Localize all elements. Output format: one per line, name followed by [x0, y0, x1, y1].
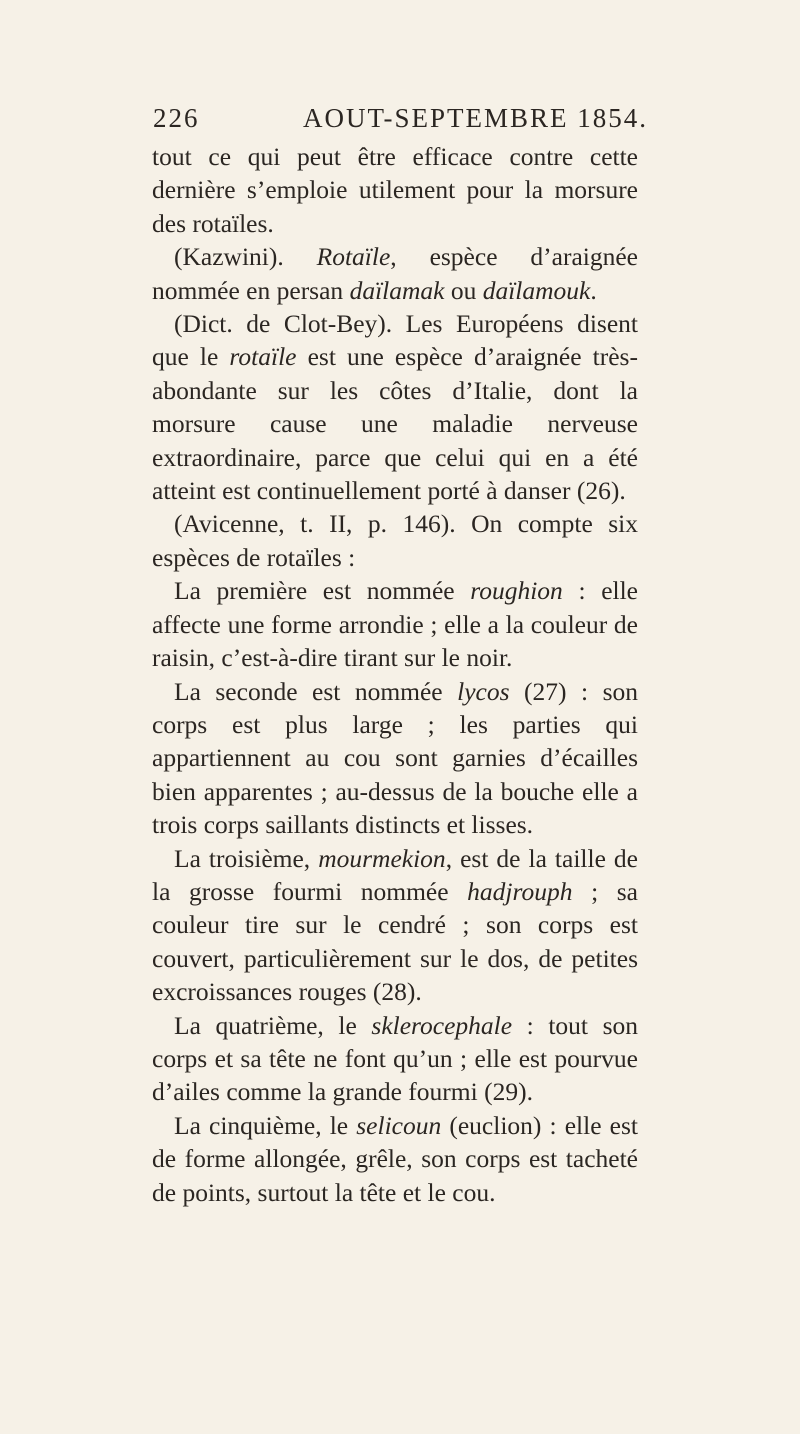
paragraph [152, 140, 638, 240]
body-text [152, 140, 638, 1209]
text-run: : tout son corps et sa tête ne font qu’un ; elle est pourvue d’ailes comme la grande fourmi (29). [152, 1010, 638, 1107]
text-run: . [590, 275, 597, 305]
text-run: La quatrième, le [174, 1010, 372, 1040]
paragraph [152, 675, 638, 842]
paragraph [152, 1109, 638, 1209]
italic-term: daïlamouk [482, 275, 591, 305]
text-run: (Kazwini). [174, 242, 317, 272]
paragraph [152, 240, 638, 307]
running-title: AOUT-SEPTEMBRE 1854. [303, 103, 649, 133]
page-number: 226 [153, 103, 200, 133]
text-run: (27) : son corps est plus large ; les parties qui appartiennent au cou sont garnies d’écailles bien apparentes ; au-dessus de la bouche elle a trois corps saillants distincts et lisses. [152, 676, 638, 840]
text-run: (Avicenne, t. II, p. 146). On compte six espèces de rotaïles : [152, 509, 638, 572]
paragraph [152, 307, 638, 507]
text-run: ou [444, 275, 483, 305]
paragraph [152, 507, 638, 574]
italic-term: mourmekion [318, 843, 446, 873]
text-run: , est de la taille de la grosse fourmi nommée [152, 843, 638, 906]
text-run: est une espèce d’araignée très-abondante sur les côtes d’Italie, dont la morsure cause une maladie nerveuse extraordinaire, parce que celui qui en a été atteint est continuellement porté à danser (26). [152, 342, 638, 506]
text-run: , espèce d’araignée nommée en persan [152, 242, 638, 305]
italic-term: selicoun [356, 1110, 442, 1140]
text-run: La troisième, [174, 843, 319, 873]
paragraph [152, 574, 638, 674]
italic-term: hadjrouph [467, 876, 573, 906]
text-run: La cinquième, le [174, 1110, 357, 1140]
paragraph [152, 842, 638, 1009]
text-run: ; sa couleur tire sur le cendré ; son corps est couvert, particulièrement sur le dos, de petites excroissances rouges (28). [152, 876, 638, 1007]
text-run: : elle affecte une forme arrondie ; elle a la couleur de raisin, c’est-à-dire tirant sur le noir. [152, 576, 639, 673]
paragraph [152, 1009, 638, 1109]
italic-term: lycos [457, 676, 510, 706]
text-run: La première est nommée [174, 576, 471, 606]
text-run: (euclion) : elle est de forme allongée, grêle, son corps est tacheté de points, surtout la tête et le cou. [152, 1110, 638, 1207]
italic-term: rotaïle [229, 342, 297, 372]
text-run: tout ce qui peut être efficace contre cette dernière s’emploie utilement pour la morsure des rotaïles. [152, 142, 638, 238]
running-head [153, 103, 649, 139]
italic-term: sklerocephale [371, 1010, 513, 1040]
italic-term: roughion [470, 576, 563, 606]
italic-term: daïlamak [349, 275, 445, 305]
text-run: (Dict. de Clot-Bey). Les Européens disent que le [152, 309, 638, 372]
text-run: La seconde est nommée [174, 676, 458, 706]
italic-term: Rotaïle [316, 242, 391, 272]
